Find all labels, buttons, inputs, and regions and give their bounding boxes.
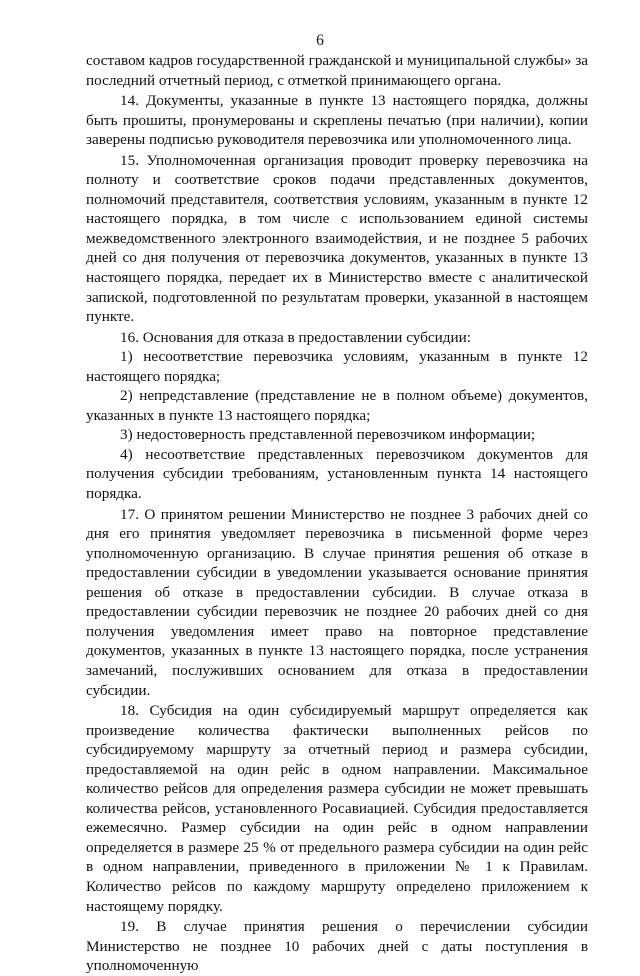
paragraph-15: 15. Уполномоченная организация проводит проверку перевозчика на полноту и соответствие сроков подачи представленных документов, полномочий представителя, соответствия условиям, указанным в пункте 12 настоящего порядка, в том числе с использованием единой системы межведомственного электронного взаимодействия, и не позднее 5 рабочих дней со дня получения от перевозчика документов, указанных в пункте 13 настоящего порядка, передает их в Министерство вместе с аналитической запиской, подготовленной по результатам проверки, указанной в настоящем пункте. [86, 151, 588, 326]
page-number: 6 [316, 32, 324, 49]
paragraph-16-item-3: 3) недостоверность представленной перевозчиком информации; [120, 426, 536, 444]
paragraph-14: 14. Документы, указанные в пункте 13 настоящего порядка, должны быть прошиты, пронумерованы и скреплены печатью (при наличии), копии заверены подписью руководителя перевозчика или уполномоченного лица. [86, 92, 588, 149]
paragraph-13-continuation: составом кадров государственной гражданской и муниципальной службы» за последний отчетный период, с отметкой принимающего органа. [86, 52, 588, 89]
paragraph-18: 18. Субсидия на один субсидируемый маршрут определяется как произведение количества фактически выполненных рейсов по субсидируемому маршруту за отчетный период и размера субсидии, предоставляемой на один рейс в одном направлении. Максимальное количество рейсов для определения размера субсидии не может превышать количества рейсов, установленного Росавиацией. Субсидия предоставляется ежемесячно. Размер субсидии на один рейс в одном направлении определяется в размере 25 % от предельного размера субсидии на один рейс в одном направлении, приведенного в приложении № 1 к Правилам. Количество рейсов по каждому маршруту определено приложением к настоящему порядку. [86, 702, 588, 915]
paragraph-16: 16. Основания для отказа в предоставлении субсидии: [120, 328, 471, 346]
paragraph-16-item-4: 4) несоответствие представленных перевозчиком документов для получения субсидии требованиям, установленным пункта 14 настоящего порядка. [86, 445, 588, 503]
document-body [86, 51, 588, 976]
paragraph-16-item-1: 1) несоответствие перевозчика условиям, указанным в пункте 12 настоящего порядка; [86, 348, 588, 385]
paragraph-17: 17. О принятом решении Министерство не позднее 3 рабочих дней со дня его принятия уведомляет перевозчика в письменной форме через уполномоченную организацию. В случае принятия решения об отказе в предоставлении субсидии в уведомлении указывается основание принятия решения об отказе в предоставлении субсидии. В случае отказа в предоставлении субсидии перевозчик не позднее 20 рабочих дней со дня получения уведомления имеет право на повторное представление документов, указанных в пункте 13 настоящего порядка, после устранения замечаний, послуживших основанием для отказа в предоставлении субсидии. [86, 505, 588, 699]
paragraph-16-item-2: 2) непредставление (представление не в полном объеме) документов, указанных в пункте 13 настоящего порядка; [86, 387, 588, 424]
paragraph-19: 19. В случае принятия решения о перечислении субсидии Министерство не позднее 10 рабочих дней с даты поступления в уполномоченную [86, 918, 588, 975]
